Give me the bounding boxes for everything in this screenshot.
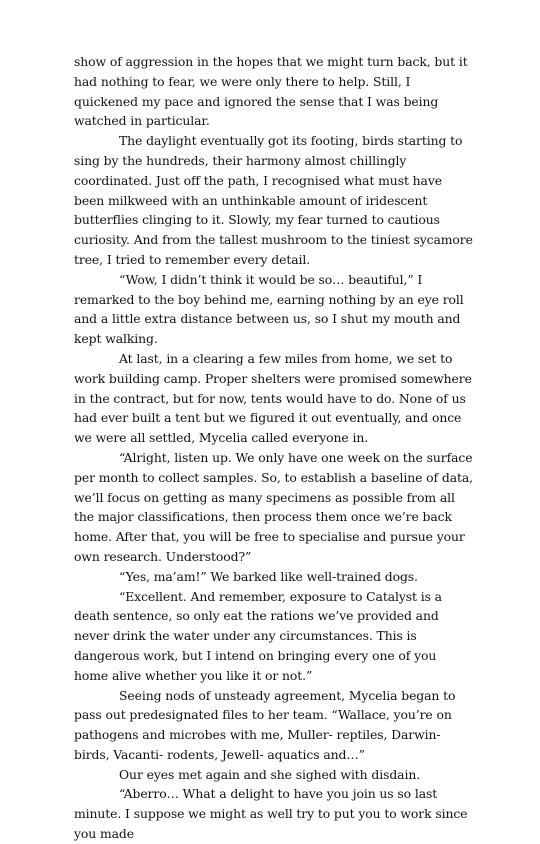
paragraph: The daylight eventually got its footing, birds starting to sing by the hundreds, their harmony almost chillingly coordinated. Just off the path, I recognised what must have been milkweed with an unthinkable amount of iridescent butterflies clinging to it. Slowly, my fear turned to cautious curiosity. And from the tallest mushroom to the tiniest sycamore tree, I tried to remember every detail. bbox=[74, 133, 473, 267]
paragraph: Our eyes met again and she sighed with disdain. bbox=[119, 766, 421, 782]
paragraph: “Wow, I didn’t think it would be so… beautiful,” I remarked to the boy behind me, earning nothing by an eye roll and a little extra distance between us, so I shut my mouth and kept walking. bbox=[74, 271, 464, 347]
paragraph: At last, in a clearing a few miles from home, we set to work building camp. Proper shelters were promised somewhere in the contract, but for now, tents would have to do. None of us had ever built a tent but we figured it out eventually, and once we were all settled, Mycelia called everyone in. bbox=[74, 350, 472, 446]
paragraph: “Alright, listen up. We only have one week on the surface per month to collect samples. So, to establish a baseline of data, we’ll focus on getting as many specimens as possible from all the major classifications, then process them once we’re back home. After that, you will be free to specialise and pursue your own research. Understood?” bbox=[74, 449, 473, 564]
paragraph: show of aggression in the hopes that we might turn back, but it had nothing to fear, we were only there to help. Still, I quickened my pace and ignored the sense that I was being watched in particular. bbox=[74, 54, 468, 129]
paragraph: “Yes, ma’am!” We barked like well-trained dogs. bbox=[119, 568, 418, 584]
paragraph: “Excellent. And remember, exposure to Catalyst is a death sentence, so only eat the rations we’ve provided and never drink the water under any circumstances. This is dangerous work, but I intend on bringing every one of you home alive whether you like it or not.” bbox=[74, 588, 442, 683]
paragraph: “Aberro… What a delight to have you join us so last minute. I suppose we might as well try to put you to work since you made bbox=[74, 786, 468, 842]
body-text bbox=[74, 52, 474, 844]
paragraph: Seeing nods of unsteady agreement, Mycelia began to pass out predesignated files to her team. “Wallace, you’re on pathogens and microbes with me, Muller- reptiles, Darwin- birds, Vacanti- rodents, Jewell- aquatics and…” bbox=[74, 687, 456, 762]
